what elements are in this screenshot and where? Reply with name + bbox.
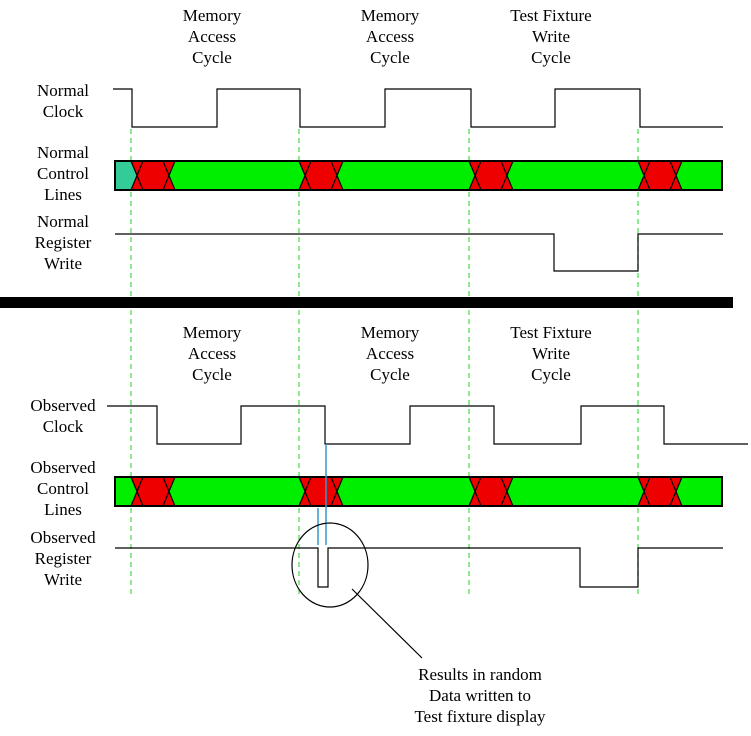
label-line: Register	[34, 549, 92, 568]
label-line: Observed	[30, 396, 96, 415]
header-line: Access	[187, 344, 237, 363]
row-label-normal-clock	[5, 80, 121, 122]
label-line: Write	[43, 254, 83, 273]
label-line: Normal	[37, 81, 89, 100]
header-line: Memory	[182, 323, 242, 342]
row-label-normal-register-write	[5, 211, 121, 274]
header-line: Access	[365, 344, 415, 363]
header-line: Test Fixture	[510, 323, 592, 342]
header-line: Test Fixture	[510, 6, 592, 25]
column-header-memory-access-3	[127, 322, 297, 385]
header-line: Memory	[182, 6, 242, 25]
column-header-memory-access-1	[127, 5, 297, 68]
column-header-test-fixture-write-2	[466, 322, 636, 385]
header-line: Cycle	[370, 365, 410, 384]
column-header-memory-access-2	[305, 5, 475, 68]
header-line: Cycle	[192, 365, 232, 384]
label-line: Normal	[37, 143, 89, 162]
header-line: Memory	[360, 323, 420, 342]
column-header-memory-access-4	[305, 322, 475, 385]
label-line: Lines	[44, 185, 82, 204]
annotation-line: Test fixture display	[414, 707, 546, 726]
label-line: Clock	[42, 417, 84, 436]
header-line: Cycle	[531, 365, 571, 384]
header-line: Write	[531, 27, 571, 46]
annotation-line: Data written to	[429, 686, 531, 705]
label-line: Clock	[42, 102, 84, 121]
annotation-line: Results in random	[418, 665, 542, 684]
row-label-observed-control-lines	[5, 457, 121, 520]
annotation-random-data	[365, 664, 595, 727]
header-line: Memory	[360, 6, 420, 25]
header-line: Cycle	[192, 48, 232, 67]
header-line: Access	[187, 27, 237, 46]
header-line: Cycle	[531, 48, 571, 67]
header-line: Access	[365, 27, 415, 46]
header-line: Write	[531, 344, 571, 363]
label-line: Control	[37, 479, 89, 498]
label-line: Write	[43, 570, 83, 589]
label-line: Lines	[44, 500, 82, 519]
header-line: Cycle	[370, 48, 410, 67]
row-label-normal-control-lines	[5, 142, 121, 205]
label-line: Observed	[30, 458, 96, 477]
label-line: Normal	[37, 212, 89, 231]
column-header-test-fixture-write	[466, 5, 636, 68]
label-line: Control	[37, 164, 89, 183]
label-line: Register	[34, 233, 92, 252]
label-line: Observed	[30, 528, 96, 547]
row-label-observed-register-write	[5, 527, 121, 590]
row-label-observed-clock	[5, 395, 121, 437]
